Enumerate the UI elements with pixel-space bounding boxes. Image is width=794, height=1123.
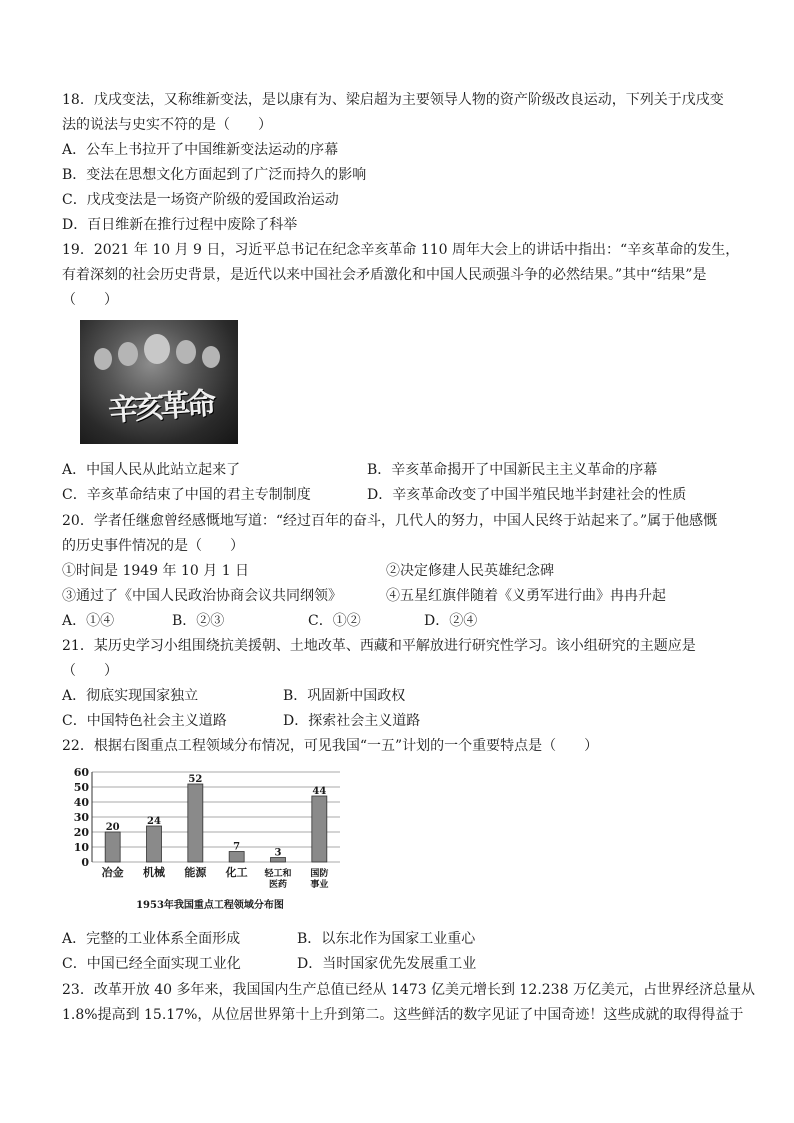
chart-grid	[92, 772, 340, 862]
q22-option-b: B．以东北作为国家工业重心	[297, 931, 476, 947]
category-label-4-1: 医药	[268, 880, 288, 890]
q20-option-c: C．①②	[308, 613, 361, 629]
bar-2	[188, 784, 203, 862]
q19-option-a: A．中国人民从此站立起来了	[62, 462, 241, 478]
q20-item-4: ④五星红旗伴随着《义勇军进行曲》冉冉升起	[386, 588, 666, 604]
photo-title: 辛亥革命	[107, 386, 214, 429]
bar-1	[147, 826, 162, 862]
q20-stem-line-2: 的历史事件情况的是（ ）	[62, 538, 244, 554]
q20-item-2: ②决定修建人民英雄纪念碑	[386, 563, 554, 579]
data-label-4: 3	[274, 847, 282, 859]
q19-option-c: C．辛亥革命结束了中国的君主专制制度	[62, 487, 311, 503]
category-label-2-0: 能源	[184, 866, 207, 879]
q22-stem-line-1: 22．根据右图重点工程领域分布情况，可见我国“一五”计划的一个重要特点是（ ）	[62, 738, 599, 754]
q19-stem-line-1: 19．2021 年 10 月 9 日，习近平总书记在纪念辛亥革命 110 周年大会上的讲话中指出：“辛亥革命的发生，	[62, 242, 740, 258]
industry-distribution-chart	[62, 764, 352, 916]
q18-option-a: A．公车上书拉开了中国维新变法运动的序幕	[62, 142, 339, 158]
q18-stem-line-2: 法的说法与史实不符的是（ ）	[62, 117, 272, 133]
chart-title: 1953年我国重点工程领域分布图	[136, 900, 284, 911]
data-label-3: 7	[233, 841, 241, 853]
q21-option-d: D．探索社会主义道路	[283, 713, 421, 729]
q21-option-a: A．彻底实现国家独立	[62, 688, 199, 704]
data-label-5: 44	[312, 786, 327, 797]
q21-option-b: B．巩固新中国政权	[283, 688, 406, 704]
category-label-4-0: 轻工和	[264, 869, 292, 879]
data-label-2: 52	[188, 774, 203, 785]
q18-stem-line-1: 18．戊戌变法，又称维新变法，是以康有为、梁启超为主要领导人物的资产阶级改良运动，下列关于戊戌变	[62, 92, 724, 108]
q19-option-b: B．辛亥革命揭开了中国新民主主义革命的序幕	[367, 462, 658, 478]
q20-option-b: B．②③	[172, 613, 225, 629]
xinhai-revolution-photo	[80, 320, 238, 444]
q19-stem-line-2: 有着深刻的社会历史背景，是近代以来中国社会矛盾激化和中国人民顽强斗争的必然结果。”其中“结果”是	[62, 267, 707, 283]
category-label-1-0: 机械	[143, 866, 165, 879]
q20-option-a: A．①④	[62, 613, 115, 629]
q22-option-a: A．完整的工业体系全面形成	[62, 931, 241, 947]
q22-option-c: C．中国已经全面实现工业化	[62, 956, 241, 972]
q21-option-c: C．中国特色社会主义道路	[62, 713, 227, 729]
q20-option-d: D．②④	[424, 613, 478, 629]
bar-0	[105, 832, 120, 862]
y-tick-label-6: 60	[73, 766, 89, 779]
q20-item-1: ①时间是 1949 年 10 月 1 日	[62, 563, 250, 579]
q22-option-d: D．当时国家优先发展重工业	[297, 956, 477, 972]
q19-stem-line-3: （ ）	[62, 292, 118, 308]
y-tick-label-0: 0	[81, 856, 89, 869]
chart-bars	[105, 784, 327, 862]
y-tick-label-1: 10	[73, 841, 89, 854]
q23-stem-line-1: 23．改革开放 40 多年来，我国国内生产总值已经从 1473 亿美元增长到 12.238 万亿美元，占世界经济总量从	[62, 982, 755, 998]
y-tick-label-4: 40	[73, 796, 89, 809]
q19-option-d: D．辛亥革命改变了中国半殖民地半封建社会的性质	[367, 487, 687, 503]
category-label-5-1: 事业	[310, 880, 329, 890]
data-label-1: 24	[147, 816, 161, 827]
y-tick-label-2: 20	[73, 826, 89, 839]
bar-3	[229, 852, 244, 863]
q21-stem-line-2: （ ）	[62, 663, 118, 679]
q18-option-c: C．戊戌变法是一场资产阶级的爱国政治运动	[62, 192, 339, 208]
y-tick-label-5: 50	[73, 781, 89, 794]
q18-option-b: B．变法在思想文化方面起到了广泛而持久的影响	[62, 167, 367, 183]
data-label-0: 20	[105, 822, 120, 833]
category-label-5-0: 国防	[310, 869, 329, 879]
bar-5	[312, 796, 327, 862]
q20-item-3: ③通过了《中国人民政治协商会议共同纲领》	[62, 588, 342, 604]
q18-option-d: D．百日维新在推行过程中废除了科举	[62, 217, 298, 233]
q20-stem-line-1: 20．学者任继愈曾经感慨地写道：“经过百年的奋斗，几代人的努力，中国人民终于站起来了。”属于他感慨	[62, 513, 718, 529]
q21-stem-line-1: 21．某历史学习小组围绕抗美援朝、土地改革、西藏和平解放进行研究性学习。该小组研究的主题应是	[62, 638, 696, 654]
y-tick-label-3: 30	[73, 811, 89, 824]
q23-stem-line-2: 1.8%提高到 15.17%，从位居世界第十上升到第二。这些鲜活的数字见证了中国奇迹！这些成就的取得得益于	[62, 1007, 744, 1023]
category-label-0-0: 冶金	[101, 866, 124, 879]
category-label-3-0: 化工	[225, 866, 248, 879]
